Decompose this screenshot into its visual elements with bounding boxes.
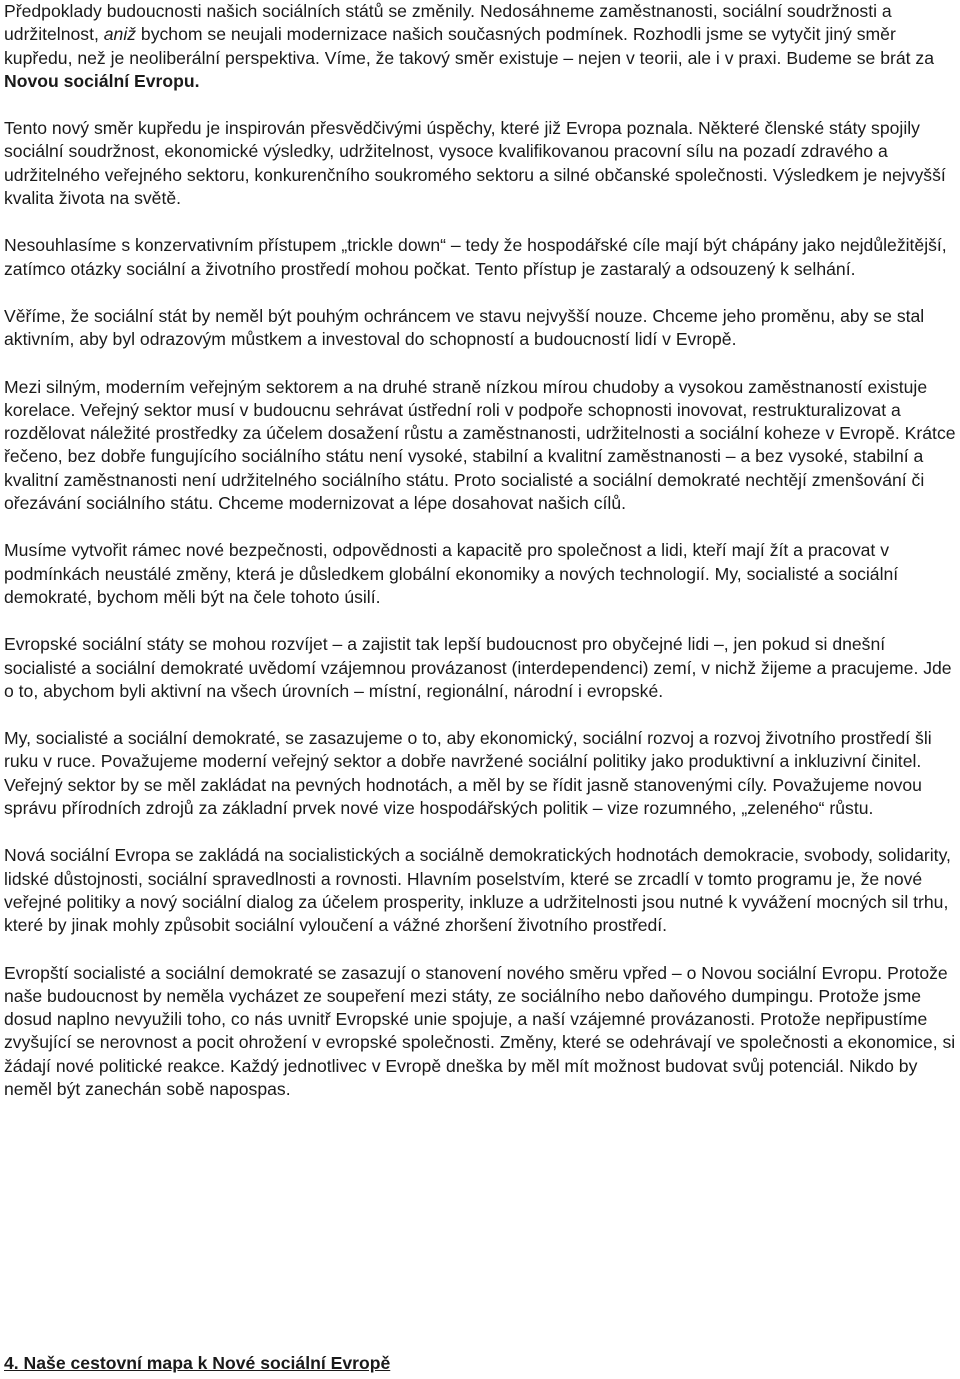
paragraph-1-italic: aniž xyxy=(103,24,137,45)
paragraph-1-text-a: Předpoklady budoucnosti našich sociálních států se změnily. Nedosáhneme zaměstnanosti, sociální soudržnosti a udržitelnost, xyxy=(4,1,892,45)
paragraph-9: Nová sociální Evropa se zakládá na socialistických a sociálně demokratických hodnotách demokracie, svobody, solidarity, lidské důstojnosti, sociální spravedlnosti a rovnosti. Hlavním poselstvím, které se zrcadlí v tomto programu je, že nové veřejné politiky a nový sociální dialog za účelem prosperity, inkluze a udržitelnosti jsou nutné k vyvážení mocných sil trhu, které by jinak mohly způsobit sociální vyloučení a vážné zhoršení životního prostředí. xyxy=(4,845,951,936)
paragraph-8: My, socialisté a sociální demokraté, se zasazujeme o to, aby ekonomický, sociální rozvoj a rozvoj životního prostředí šli ruku v ruce. Považujeme moderní veřejný sektor a dobře navržené sociální politiky jako produktivní a inkluzivní činitel. Veřejný sektor by se měl zakládat na pevných hodnotách, a měl by se řídit jasně stanovenými cíly. Považujeme novou správu přírodních zdrojů za základní prvek nové vize hospodářských politik – vize rozumného, „zeleného“ růstu. xyxy=(4,728,932,819)
paragraph-1-bold: Novou sociální Evropu. xyxy=(4,70,200,91)
paragraph-1 xyxy=(4,0,958,93)
paragraph-3: Nesouhlasíme s konzervativním přístupem „trickle down“ – tedy že hospodářské cíle mají být chápány jako nejdůležitější, zatímco otázky sociální a životního prostředí mohou počkat. Tento přístup je zastaralý a odsouzený k selhání. xyxy=(4,235,947,279)
paragraph-1-text-b: bychom se neujali modernizace našich současných podmínek. Rozhodli jsme se vytyčit jiný směr kupředu, než je neoliberální perspektiva. Víme, že takový směr existuje – nejen v teorii, ale i v praxi. Budeme se brát za xyxy=(4,24,935,68)
paragraph-2: Tento nový směr kupředu je inspirován přesvědčivými úspěchy, které již Evropa poznala. Některé členské státy spojily sociální soudržnost, ekonomické výsledky, udržitelnost, vysoce kvalifikovanou pracovní sílu na pozadí zdravého a udržitelného veřejného sektoru, konkurenčního soukromého sektoru a silné občanské společnosti. Výsledkem je nejvyšší kvalita života na světě. xyxy=(4,118,946,209)
paragraph-10: Evropští socialisté a sociální demokraté se zasazují o stanovení nového směru vpřed – o Novou sociální Evropu. Protože naše budoucnost by neměla vycházet ze soupeření mezi státy, ze sociálního nebo daňového dumpingu. Protože jsme dosud naplno nevyužili toho, co nás uvnitř Evropské unie spojuje, a naší vzájemné provázanosti. Protože nepřipustíme zvyšující se nerovnost a pocit ohrožení v evropské společnosti. Změny, které se odehrávají ve společnosti a ekonomice, si žádají nové politické reakce. Každý jednotlivec v Evropě dneška by měl mít možnost budovat svůj potenciál. Nikdo by neměl být zanechán sobě napospas. xyxy=(4,962,956,1099)
paragraph-6: Musíme vytvořit rámec nové bezpečnosti, odpovědnosti a kapacitě pro společnost a lidi, kteří mají žít a pracovat v podmínkách neustálé změny, která je důsledkem globální ekonomiky a nových technologií. My, socialisté a sociální demokraté, bychom měli být na čele tohoto úsilí. xyxy=(4,540,899,607)
section-heading: 4. Naše cestovní mapa k Nové sociální Evropě xyxy=(4,1353,391,1373)
paragraph-5: Mezi silným, moderním veřejným sektorem a na druhé straně nízkou mírou chudoby a vysokou zaměstnaností existuje korelace. Veřejný sektor musí v budoucnu sehrávat ústřední roli v podpoře schopnosti inovovat, restrukturalizovat a rozdělovat náležité prostředky za účelem dosažení růstu a zaměstnanosti, udržitelnosti a sociální koheze v Evropě. Krátce řečeno, bez dobře fungujícího sociálního státu není vysoké, stabilní a kvalitní zaměstnanosti – a bez vysoké, stabilní a kvalitní zaměstnanosti není udržitelného sociálního státu. Proto socialisté a sociální demokraté nechtějí zmenšování či ořezávání sociálního státu. Chceme modernizovat a lépe dosahovat našich cílů. xyxy=(4,376,956,514)
paragraph-7: Evropské sociální státy se mohou rozvíjet – a zajistit tak lepší budoucnost pro obyčejné lidi –, jen pokud si dnešní socialisté a sociální demokraté uvědomí vzájemnou provázanost (interdependenci) zemí, v nichž žijeme a pracujeme. Jde o to, abychom byli aktivní na všech úrovních – místní, regionální, národní i evropské. xyxy=(4,634,952,701)
paragraph-4: Věříme, že sociální stát by neměl být pouhým ochráncem ve stavu nejvyšší nouze. Chceme jeho proměnu, aby se stal aktivním, aby byl odrazovým můstkem a investoval do schopností a budoucností lidí v Evropě. xyxy=(4,305,925,350)
document-body xyxy=(4,0,958,1125)
